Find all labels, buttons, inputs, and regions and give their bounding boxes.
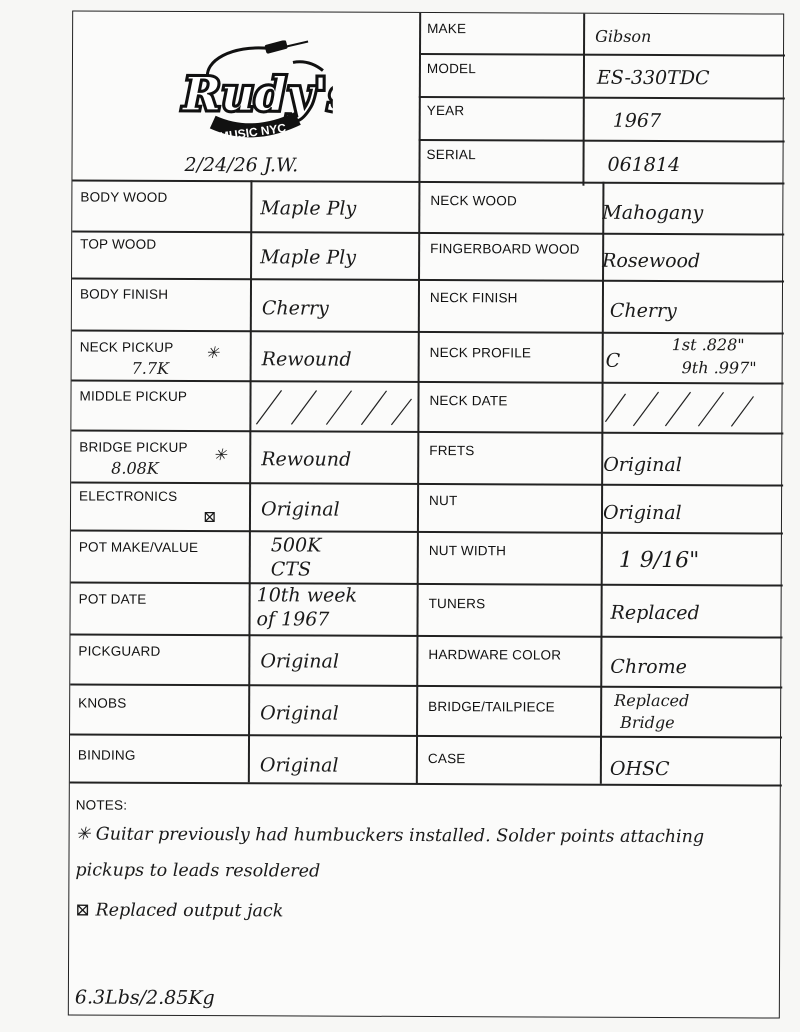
make-value: Gibson	[595, 26, 652, 46]
pot-date-value: 10th week	[256, 584, 358, 607]
top-wood-value: Maple Ply	[260, 246, 357, 269]
frets-value: Original	[603, 453, 682, 477]
rudys-logo	[173, 40, 333, 151]
nut-width-label: NUT WIDTH	[428, 543, 507, 559]
neck-profile-first-fret: 1st .828"	[671, 335, 745, 355]
body-finish-label: BODY FINISH	[79, 286, 169, 302]
pot-date-value2: of 1967	[256, 608, 330, 631]
neck-profile-label: NECK PROFILE	[429, 345, 532, 361]
body-finish-value: Cherry	[261, 297, 329, 320]
neck-date-hatch	[603, 386, 781, 431]
nut-label: NUT	[429, 493, 458, 509]
frets-label: FRETS	[429, 443, 475, 459]
pickguard-value: Original	[260, 650, 340, 673]
fingerboard-wood-value: Rosewood	[602, 249, 701, 273]
bridge-pickup-note: 8.08K	[111, 458, 159, 478]
bridge-pickup-label: BRIDGE PICKUP	[79, 439, 188, 455]
left-value-divider	[248, 180, 252, 782]
binding-value: Original	[259, 754, 339, 777]
tuners-label: TUNERS	[428, 596, 486, 612]
body-wood-label: BODY WOOD	[80, 189, 168, 205]
guitar-spec-sheet	[68, 10, 784, 1018]
pot-make-value: 500K	[270, 534, 322, 557]
checked-box-icon: ⊠	[202, 507, 217, 527]
top-wood-label: TOP WOOD	[80, 236, 157, 252]
body-wood-value: Maple Ply	[260, 197, 357, 220]
make-label: MAKE	[427, 21, 467, 37]
weight-note: 6.3Lbs/2.85Kg	[74, 986, 215, 1010]
pickguard-label: PICKGUARD	[78, 643, 161, 659]
middle-pickup-label: MIDDLE PICKUP	[79, 388, 188, 404]
neck-profile-value: C	[605, 349, 621, 372]
case-value: OHSC	[609, 757, 670, 781]
neck-finish-label: NECK FINISH	[429, 290, 518, 306]
nut-value: Original	[602, 501, 682, 525]
hardware-color-label: HARDWARE COLOR	[428, 647, 562, 663]
bridge-tailpiece-value2: Bridge	[620, 712, 675, 733]
pot-make-value2: CTS	[270, 558, 312, 581]
pot-make-label: POT MAKE/VALUE	[78, 539, 199, 556]
header-value-divider	[582, 14, 584, 186]
knobs-label: KNOBS	[78, 695, 127, 711]
bridge-tailpiece-label: BRIDGE/TAILPIECE	[428, 699, 555, 715]
neck-finish-value: Cherry	[609, 299, 677, 323]
case-label: CASE	[427, 751, 466, 767]
electronics-label: ELECTRONICS	[79, 488, 178, 504]
bridge-pickup-value: Rewound	[261, 448, 352, 471]
notes-label: NOTES:	[75, 797, 128, 813]
binding-label: BINDING	[77, 747, 136, 763]
nut-width-value: 1 9/16"	[618, 547, 700, 574]
knobs-value: Original	[260, 702, 339, 725]
model-value: ES-330TDC	[596, 66, 710, 90]
serial-value: 061814	[607, 153, 681, 177]
svg-text:Rudy's: Rudy's	[182, 66, 334, 122]
intake-note: 2/24/26 J.W.	[184, 153, 299, 177]
year-value: 1967	[612, 109, 662, 133]
neck-pickup-note: 7.7K	[131, 358, 170, 378]
pot-date-label: POT DATE	[78, 591, 147, 607]
logo-subtext: MUSIC NYC	[218, 120, 287, 144]
serial-label: SERIAL	[426, 146, 476, 163]
guitar-cable-icon	[173, 40, 333, 151]
notes-line-1: ✳ Guitar previously had humbuckers installed. Solder points attaching	[75, 824, 705, 848]
notes-line-3: ⊠ Replaced output jack	[75, 900, 284, 922]
electronics-value: Original	[260, 498, 340, 521]
neck-pickup-asterisk-icon: ✳	[205, 343, 220, 363]
model-label: MODEL	[426, 60, 476, 77]
neck-pickup-value: Rewound	[261, 348, 352, 371]
bridge-tailpiece-value: Replaced	[614, 690, 690, 711]
hardware-color-value: Chrome	[610, 655, 687, 679]
year-label: YEAR	[426, 102, 465, 119]
neck-wood-label: NECK WOOD	[430, 193, 517, 209]
notes-line-2: pickups to leads resoldered	[75, 860, 321, 882]
neck-date-label: NECK DATE	[429, 393, 508, 409]
fingerboard-wood-label: FINGERBOARD WOOD	[430, 241, 580, 257]
neck-wood-value: Mahogany	[602, 201, 704, 225]
tuners-value: Replaced	[610, 601, 700, 625]
neck-profile-ninth-fret: 9th .997"	[681, 358, 757, 378]
middle-pickup-hatch	[251, 384, 416, 429]
logo-text: Rudy's	[182, 66, 334, 122]
neck-pickup-label: NECK PICKUP	[79, 339, 174, 355]
bridge-pickup-asterisk-icon: ✳	[213, 445, 227, 465]
center-divider	[416, 13, 421, 783]
